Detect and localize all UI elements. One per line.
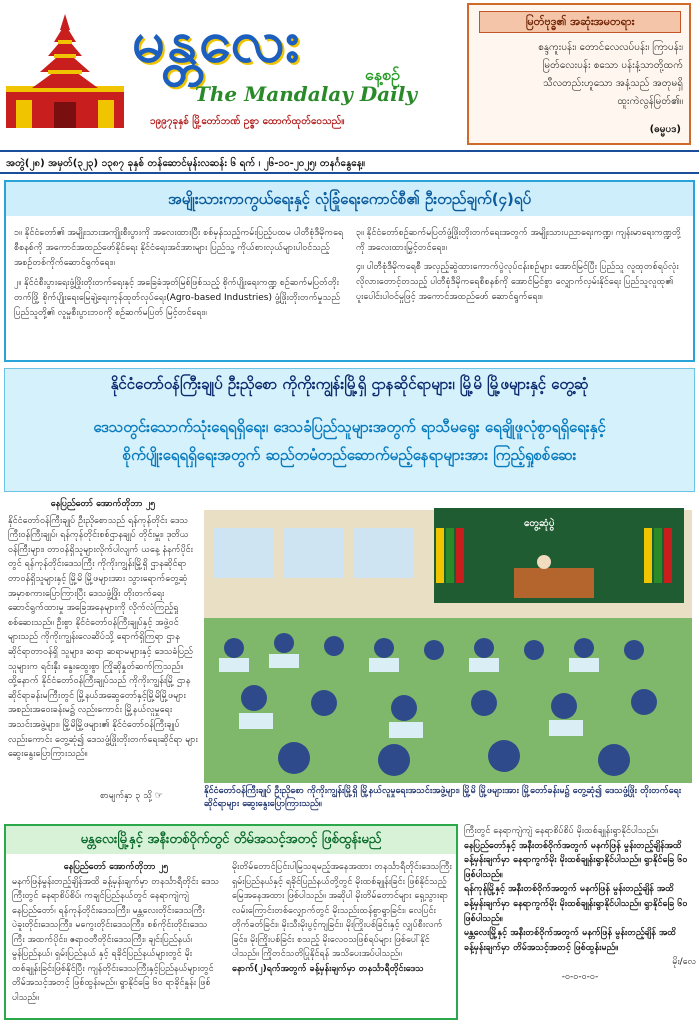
weather-side-column (464, 824, 696, 1020)
headline-kicker: နိုင်ငံတော်ဝန်ကြီးချုပ် ဦးညိုစော ကိုကိုးကျွန်းမြို့ရှိ ဌာနဆိုင်ရာများ၊ မြို့မိ မြို့ဖများနှင့် တွေ့ဆုံ (110, 375, 589, 393)
masthead-tagline: ၁၉၉၇ခုနှစ် မြို့တော်ဘဏ် ဥစ္စာ ထောက်ထုတ်ဝေသည်။ (150, 116, 345, 127)
mandalay-palace-logo-icon (6, 10, 124, 128)
headline-main (5, 413, 694, 469)
quote-body (477, 39, 683, 111)
objective-text: နိုင်ငံတော်စဉ်ဆက်မပြတ်ဖွံ့ဖြိုးတိုးတက်ရေးအတွက် အမျိုးသားပညာရေးကဏ္ဍ၊ ကျန်းမာရေးကဏ္ဍတို့ကို အလေးထားမြှင့်တင်ရေး။ (356, 228, 681, 253)
masthead-daily-label: နေ့စဉ် (365, 65, 400, 84)
article-dateline: နေပြည်တော် အောက်တိုဘာ ၂၅ (50, 499, 156, 509)
objective-text: နိုင်ငံတော်၏ အမျိုးသားအကျိုးစီးပွားကို အလေးထားပြီး စစ်မှန်သည့်ကမ်းပြည့်ပထမ ပါတီစုံဒီမိုကရေစီစနစ်ကို အကောင်အထည်ဖော်နိုင်ရေး နိုင်ငံရေးအင်အားများ ပြည်သူ့ ကိုယ်စားလှယ်များပါဝင်သည့် အစဉ်တစ်ကိုက်ဆောင်ရွက်ရေး။ (14, 228, 344, 268)
objective-number: ၃။ (356, 228, 364, 238)
weather-col2-end: နောက်(၂)ရက်အတွက် ခန့်မှန်းချက်မှာ တနင်္သာရီတိုင်းဒေသ (232, 963, 424, 974)
weather-article-col1 (12, 860, 220, 1005)
weather-article-title: မန္တလေးမြို့နှင့် အနီးတစ်ဝိုက်တွင် တိမ်အသင့်အတင့် ဖြစ်ထွန်းမည် (6, 826, 456, 854)
quote-heading: မြတ်ဗုဒ္ဓ၏ အဆုံးအမတရား (479, 11, 681, 33)
objectives-box (4, 180, 695, 362)
quote-line: မြတ်လေးပန်း စသော ပန်းနံ့သာတို့ထက် (542, 60, 683, 71)
buddha-teaching-box (467, 3, 691, 145)
weather-dateline: နေပြည်တော် အောက်တိုဘာ ၂၅ (63, 862, 169, 872)
main-headline-box (4, 368, 695, 492)
objectives-title: အမျိုးသားကာကွယ်ရေးနှင့် လုံခြုံရေးကောင်စီ၏ ဦးတည်ချက်(၄)ရပ် (6, 182, 693, 216)
meeting-photo (204, 498, 692, 783)
headline-line: စိုက်ပျိုးရေရရှိရေးအတွက် ဆည်တမံတည်ဆောက်မည့်နေရာများအား ကြည့်ရှုစစ်ဆေး (122, 446, 577, 464)
side-line: နေပြည်တော်နှင့် အနီးတစ်ဝိုက်အတွက် မနက်ဖြန် မွန်းတည့်ချိန်အထိ ခန့်မှန်းချက်မှာ နေရာကွက်မိုး မိုးထစ်ချုန်းရွာနိုင်ပါသည်။ ရွာနိုင်ခြေ ၆၀ ဖြစ်ပါသည်။ (464, 840, 688, 880)
quote-line: ထူးကဲလွန်မြတ်၏။ (617, 96, 683, 107)
side-line: ကြီးတွင် နေရာကျဲကျဲ နေရာစိပ်စိပ် မိုးထစ်ချုန်းရွာနိုင်ပါသည်။ (464, 826, 658, 836)
side-line: ရန်ကုန်မြို့နှင့် အနီးတစ်ဝိုက်အတွက် မနက်ဖြန် မွန်းတည့်ချိန် အထိ ခန့်မှန်းချက်မှာ နေရာကွက်မိုး မိုးထစ်ချုန်းရွာနိုင်ပါသည်။ ရွာနိုင်ခြေ ၆၀ ဖြစ်ပါသည်။ (464, 884, 688, 924)
objective-number: ၁။ (14, 228, 22, 238)
weather-col2-text: မိုးတိမ်တောင်ပြင်းပါမြသရမည့်အနေအထား တနင်္သာရီတိုင်းဒေသကြီး ရှမ်းပြည်နယ်နှင့် ရခိုင်ပြည်နယ်တို့တွင် မိုးထစ်ချုန်းခြင်း ဖြစ်နိုင်သည့် မြေအနေအထား ဖြစ်ပါသည်။ အဆိုပါ မိုးတိမ်တောင်များ ရှေ့သွားရာလမ်းကြောင်းတစ်လျှောက်တွင် မိုးသည်းထန်စွာရွာခြင်း၊ လေပြင်းတိုက်ခတ်ခြင်း၊ မိုးသီးမိုးပွင့်ကျခြင်း၊ မိုးကြိုးပစ်ခြင်းနှင့် လျှပ်စီးလက်ခြင်း၊ မိုးကြိုးပစ်ခြင်း စသည့် မိုးလေဝသဖြစ်ရပ်များ ဖြစ်ပေါ်နိုင်ပါသည်။ ကြိုတင်သတိပြုနိုင်ရန် အသိပေးအပ်ပါသည်။ (232, 862, 452, 959)
issue-dateline: အတွဲ(၂၈) အမှတ်(၃၂၃) ၁၃၈၇ ခုနှစ် တန်ဆောင်မုန်းလဆန်း ၆ ရက် ၊ ၂၆-၁၀-၂၀၂၅၊ တနင်္ဂနွေနေ့။ (0, 150, 699, 174)
weather-article-col2 (232, 860, 452, 976)
objective-item (356, 260, 686, 305)
objective-item (356, 226, 686, 256)
photo-caption: နိုင်ငံတော်ဝန်ကြီးချုပ် ဦးညိုစော ကိုကိုးကျွန်းမြို့ရှိ မြို့နယ်လူမှုရေးအသင်းအဖွဲ့များ၊ မြို့မိ မြို့ဖများအား မြို့တော်ခန်းမ၌ တွေ့ဆုံ၍ ဒေသဖွံ့ဖြိုး တိုးတက်ရေးဆိုင်ရာများ ဆွေးနွေးပြောကြားသည်။ (204, 786, 682, 809)
objective-text: နိုင်ငံစီးပွားရေးဖွံ့ဖြိုးတိုးတက်ရေးနှင့် အခြေခံအုတ်မြစ်ဖြစ်သည့် စိုက်ပျိုးရေးကဏ္ဍ စဉ်ဆက်မပြတ်တိုးတက်ဖြို့ စိုက်ပျိုးရေးမြေချဲ့ရေးကုန်ထုတ်လုပ်ရေး(Agro-based Industries) ဖွံ့ဖြိုးတိုးတက်မှုသည် ပြည်သူတို့၏ လူမှုစီးပွားဘဝကို စဉ်ဆက်မပြတ် မြင့်တင်ရေး။ (14, 278, 341, 318)
quote-line: စန္ဒကူးပန်း၊ တောင်လေလပ်ပန်း၊ ကြာပန်း၊ (538, 42, 683, 53)
side-end-mark: -၀-၀-၀-၀- (561, 971, 599, 982)
article-body: နိုင်ငံတော်ဝန်ကြီးချုပ် ဦးညိုစောသည် ရန်ကုန်တိုင်း ဒေသကြီးဝန်ကြီးချုပ်၊ ရန်ကုန်တိုင်းစစ်ဌာနချုပ် တိုင်းမှူး၊ ဒုတိယဝန်ကြီးများ၊ တာဝန်ရှိသူများလိုက်ပါလျက် ယနေ့ နံနက်ပိုင်းတွင် ရန်ကုန်တိုင်းဒေသကြီး ကိုကိုးကျွန်းမြို့ရှိ ဌာနဆိုင်ရာ တာဝန်ရှိသူများနှင့် မြို့မိ မြို့ဖများအား သွားရောက်တွေ့ဆုံအမှာစကားပြောကြားပြီး ဒေသဖွံ့ဖြိုး တိုးတက်ရေးဆောင်ရွက်ထားမှု အခြေအနေများကို လိုက်လံကြည့်ရှုစစ်ဆေးသည်။ ဦးစွာ နိုင်ငံတော်ဝန်ကြီးချုပ်နှင့် အဖွဲ့ဝင်များသည် ကိုကိုးကျွန်းလေဆိပ်သို့ ရောက်ရှိကြရာ ဌာနဆိုင်ရာတာဝန်ရှိ သူများ၊ ဆရာ ဆရာမများနှင့် ဒေသခံပြည်သူများက ရင်းနှီး နွေးထွေးစွာ ကြိုဆိုနှုတ်ဆက်ကြသည်။ ထို့နောက် နိုင်ငံတော်ဝန်ကြီးချုပ်သည် ကိုကိုးကျွန်းမြို့ ဌာနဆိုင်ရာခန်းမကြီးတွင် မြို့နယ်အဆွေတော်နှင့်မြို့မိမြို့ဖများ အစည်းအဝေးခန်းမ၌ လည်းကောင်း မြို့နယ်လူမှုရေး အသင်းအဖွဲ့များ၊ မြို့မိမြို့ဖများ၏ နိုင်ငံတော်ဝန်ကြီးချုပ် လည်းကောင်း တွေ့ဆုံ၍ ဒေသဖွံ့ဖြိုးတိုးတက်ရေးဆိုင်ရာ များ ဆွေးနွေးပြောကြားသည်။ (8, 515, 198, 760)
side-line: မန္တလေးမြို့နှင့် အနီးတစ်ဝိုက်အတွက် မနက်ဖြန် မွန်းတည့်ချိန် အထိ ခန့်မှန်းချက်မှာ တိမ်အသင့်အတင့် ဖြစ်ထွန်းမည်။ (464, 928, 676, 953)
photo-label: တွေ့ဆုံပွဲ (524, 518, 555, 529)
lead-article-text (8, 497, 198, 762)
masthead-title: မန္တလေး (132, 7, 302, 75)
continued-link[interactable]: စာမျက်နှာ ၃ သို့ ☞ (100, 791, 163, 801)
quote-source: (ဓမ္မပဒ) (649, 124, 681, 135)
quote-line: သီလတည်းဟူသော အနံ့သည် အတုမရှိ (542, 78, 683, 89)
weather-col1-text: မနက်ဖြန်မွန်းတည့်ချိန်အထိ ခန့်မှန်းချက်မှာ တနင်္သာရီတိုင်း ဒေသကြီးတွင် နေရာစိပ်စိပ်၊ ကချင်ပြည်နယ်တွင် နေရာကျဲကျဲ နေပြည်တော်၊ ရန်ကုန်တိုင်းဒေသကြီး၊ မန္တလေးတိုင်းဒေသကြီး ပဲခူးတိုင်းဒေသကြီး၊ မကွေးတိုင်းဒေသကြီး၊ စစ်ကိုင်းတိုင်းဒေသကြီး အထက်ပိုင်း၊ ဧရာဝတီတိုင်းဒေသကြီး၊ ချင်းပြည်နယ်၊ မွန်ပြည်နယ်၊ ရှမ်းပြည်နယ် နှင့် ရခိုင်ပြည်နယ်များတွင် မိုးထစ်ချုန်းခြင်းဖြစ်နိုင်ပြီး ကျန်တိုင်းဒေသကြီးနှင့်ပြည်နယ်များတွင် တိမ်အသင့်အတင့် ဖြစ်ထွန်းမည်။ ရွာနိုင်ခြေ ၆၀ ရာခိုင်နှုန်း ဖြစ်ပါသည်။ (12, 876, 220, 1003)
objective-text: ပါတီစုံဒီမိုကရေစီ အလှည့်ဆွဲထားကောက်ပွဲလုပ်ငန်းစဉ်များ အောင်မြင်ပြီး ပြည်သူ လူထုတစ်ရပ်လုံး လိုလားတောင့်တသည့် ပါတီစုံဒီမိုကရေစီစနစ်ကို အောင်မြင်စွာ လျှောက်လှမ်းနိုင်ရေး ပြည်သူလူထု၏ ပူးပေါင်းပါဝင်မှုဖြင့် အကောင်အထည်ဖော် ဆောင်ရွက်ရေး။ (356, 262, 679, 302)
objective-item (14, 226, 344, 271)
masthead (0, 0, 462, 148)
masthead-english-title: The Mandalay Daily (195, 82, 417, 106)
objective-number: ၂။ (14, 278, 22, 288)
meeting-hall-illustration (204, 498, 692, 783)
headline-line: ဒေသတွင်းသောက်သုံးရေရရှိရေး၊ ဒေသခံပြည်သူများအတွက် ရာသီမရွေး ရေချိုဖူလုံစွာရရှိရေးနှင့် (93, 418, 606, 436)
objective-number: ၄။ (356, 262, 364, 272)
side-signoff: မိုး/လေ (672, 957, 696, 968)
weather-article-box (4, 824, 458, 1020)
objective-item (14, 276, 344, 321)
